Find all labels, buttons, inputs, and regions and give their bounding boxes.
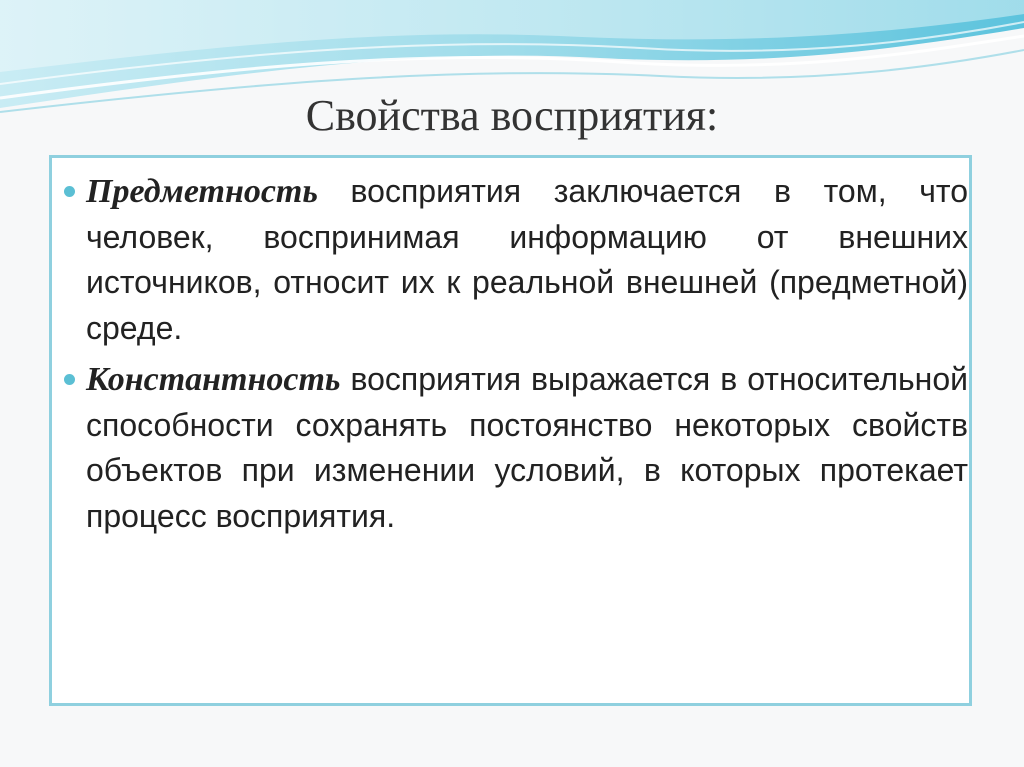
bullet-item-konstantnost bbox=[86, 357, 968, 539]
slide-title: Свойства восприятия: bbox=[305, 91, 719, 140]
bullet-text: восприятия выражается в относительной способности сохранять постоянство некоторых свойств объектов при изменении условий, в которых протекает процесс восприятия. bbox=[86, 361, 968, 534]
bullet-term: Константность bbox=[86, 361, 341, 398]
content-box bbox=[49, 155, 972, 706]
bullet-dot-icon bbox=[64, 186, 75, 197]
bullet-term: Предметность bbox=[86, 173, 318, 210]
bullet-dot-icon bbox=[64, 374, 75, 385]
bullet-item-predmetnost bbox=[86, 169, 968, 351]
bullet-list bbox=[86, 169, 968, 545]
bullet-text: восприятия заключается в том, что человек, воспринимая информацию от внешних источников, относит их к реальной внешней (предметной) среде. bbox=[86, 173, 968, 346]
